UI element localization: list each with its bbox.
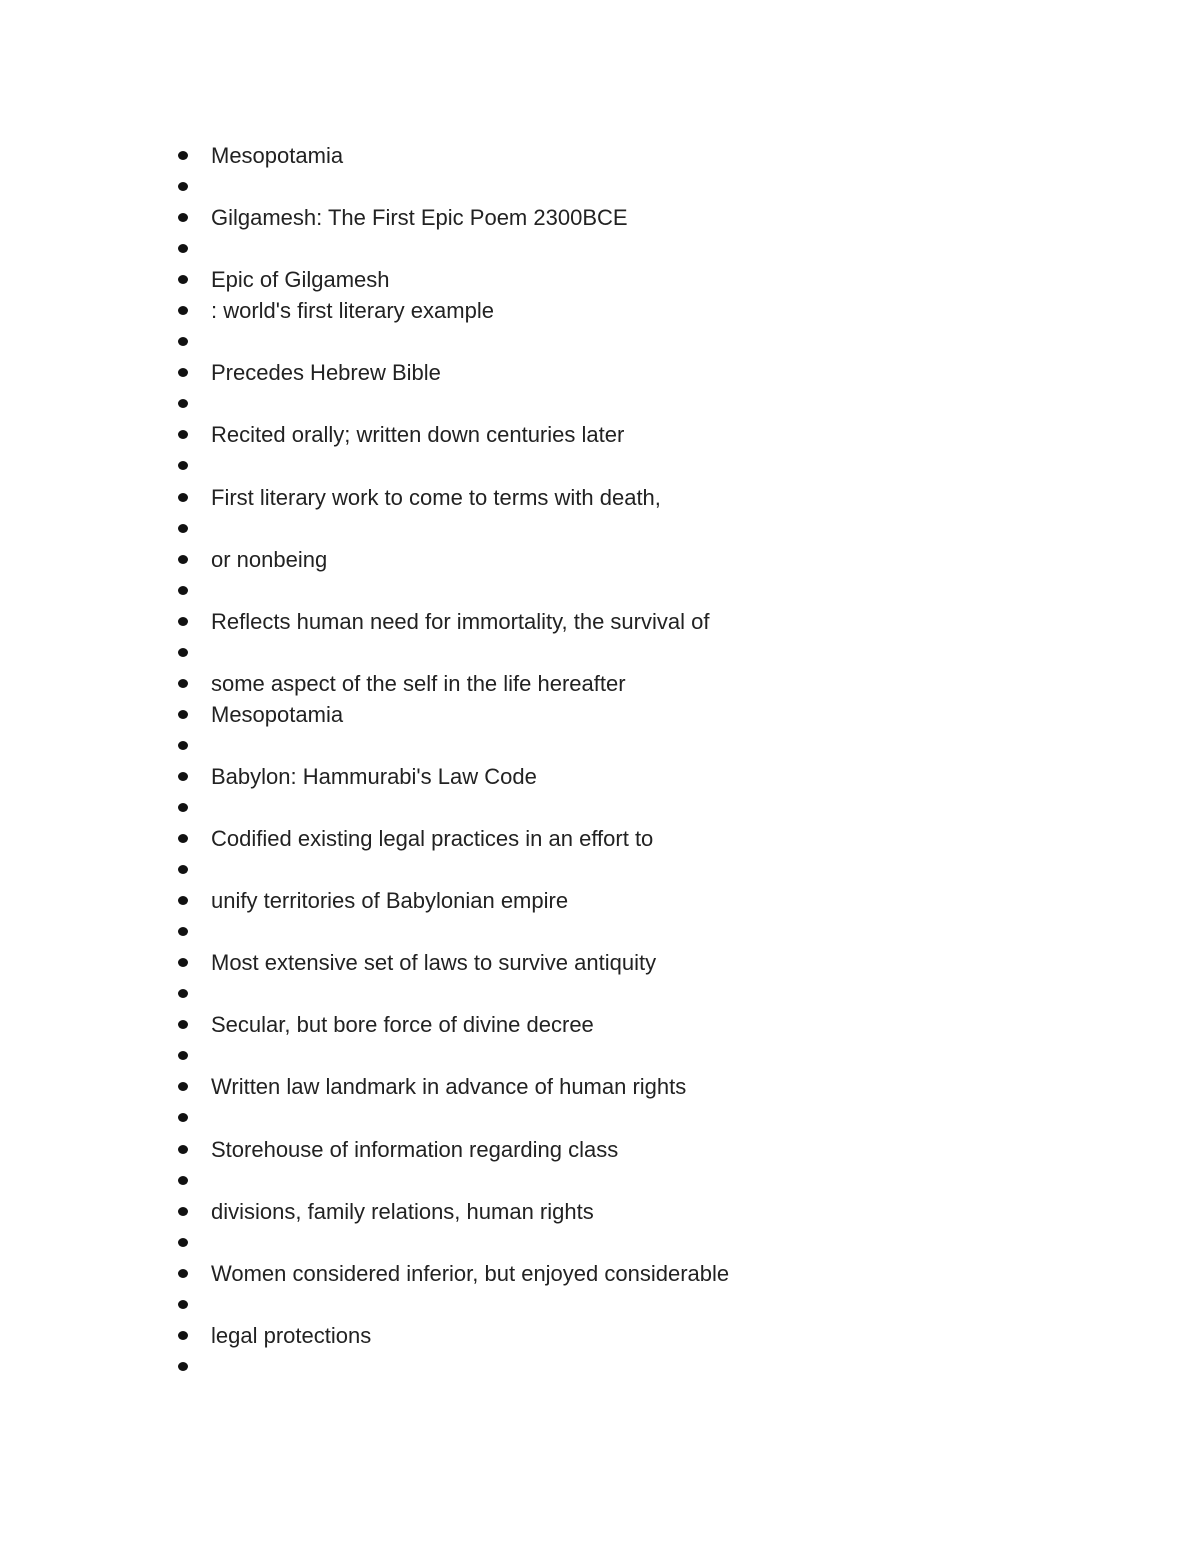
bullet-icon [178,989,188,998]
bullet-icon [178,1300,188,1309]
bullet-icon [178,244,188,253]
list-item [0,140,729,171]
list-item [0,1165,729,1196]
list-item [0,916,729,947]
bullet-icon [178,741,188,750]
list-item-text: Mesopotamia [211,143,344,168]
list-item [0,419,729,450]
list-item-text: Written law landmark in advance of human rights [211,1074,687,1100]
list-item [0,1227,729,1258]
list-item [0,854,729,885]
list-item-text: Babylon: Hammurabi's Law Code [211,763,537,789]
bullet-icon [178,555,188,564]
bullet-icon [178,1238,188,1247]
list-item [0,792,729,823]
list-item-text: legal protections [211,1322,372,1348]
list-item [0,637,729,668]
list-item-text: Precedes Hebrew Bible [211,360,441,386]
list-item [0,1071,729,1102]
list-item [0,171,729,202]
list-item [0,1196,729,1227]
bullet-icon [178,430,188,439]
bullet-icon [178,368,188,377]
list-item-text: Recited orally; written down centuries later [211,422,625,448]
list-item-text: : world's first literary example [211,298,494,324]
bullet-icon [178,803,188,812]
list-item-text: or nonbeing [211,546,328,572]
list-item [0,575,729,606]
bullet-icon [178,1176,188,1185]
bullet-icon [178,648,188,657]
list-item [0,699,729,730]
bullet-icon [178,1269,188,1278]
list-item-text: Women considered inferior, but enjoyed considerable [211,1260,730,1286]
list-item [0,482,729,513]
bullet-icon [178,524,188,533]
list-item [0,668,729,699]
list-item-text: Secular, but bore force of divine decree [211,1012,594,1038]
list-item [0,947,729,978]
bullet-icon [178,958,188,967]
list-item [0,1040,729,1071]
list-item [0,823,729,854]
list-item-text: Reflects human need for immortality, the survival of [211,608,710,634]
list-item [0,761,729,792]
list-item [0,513,729,544]
list-item-text: Codified existing legal practices in an effort to [211,826,654,852]
bullet-icon [178,1207,188,1216]
list-item-text: unify territories of Babylonian empire [211,888,569,914]
list-item [0,233,729,264]
bullet-icon [178,182,188,191]
bullet-icon [178,1020,188,1029]
bullet-icon [178,772,188,781]
list-item [0,450,729,481]
list-item [0,202,729,233]
bullet-icon [178,865,188,874]
bullet-list [0,140,729,1382]
bullet-icon [178,213,188,222]
list-item [0,357,729,388]
bullet-icon [178,1362,188,1371]
bullet-icon [178,927,188,936]
list-item [0,885,729,916]
list-item-text: Mesopotamia [211,701,344,727]
bullet-icon [178,1113,188,1122]
bullet-icon [178,710,188,719]
list-item-text: some aspect of the self in the life hereafter [211,670,626,696]
bullet-icon [178,834,188,843]
list-item [0,1320,729,1351]
list-item-text: Storehouse of information regarding class [211,1136,619,1162]
list-item [0,1134,729,1165]
bullet-icon [178,461,188,470]
list-item [0,295,729,326]
bullet-icon [178,896,188,905]
list-item-text: Gilgamesh: The First Epic Poem 2300BCE [211,205,628,231]
bullet-icon [178,1331,188,1340]
list-item [0,264,729,295]
list-item [0,1258,729,1289]
bullet-icon [178,1051,188,1060]
list-item [0,1009,729,1040]
bullet-icon [178,679,188,688]
bullet-icon [178,617,188,626]
list-item [0,978,729,1009]
list-item [0,326,729,357]
bullet-icon [178,151,188,160]
list-item [0,1289,729,1320]
list-item-text: divisions, family relations, human rights [211,1198,594,1224]
bullet-icon [178,1082,188,1091]
list-item [0,388,729,419]
bullet-icon [178,306,188,315]
bullet-icon [178,399,188,408]
bullet-icon [178,493,188,502]
bullet-icon [178,337,188,346]
list-item [0,730,729,761]
list-item [0,544,729,575]
list-item-text: First literary work to come to terms with death, [211,484,661,510]
list-item-text: Most extensive set of laws to survive antiquity [211,950,657,976]
list-item [0,1351,729,1382]
bullet-icon [178,275,188,284]
list-item [0,1102,729,1133]
list-item [0,606,729,637]
bullet-icon [178,1145,188,1154]
bullet-icon [178,586,188,595]
list-item-text: Epic of Gilgamesh [211,267,390,293]
